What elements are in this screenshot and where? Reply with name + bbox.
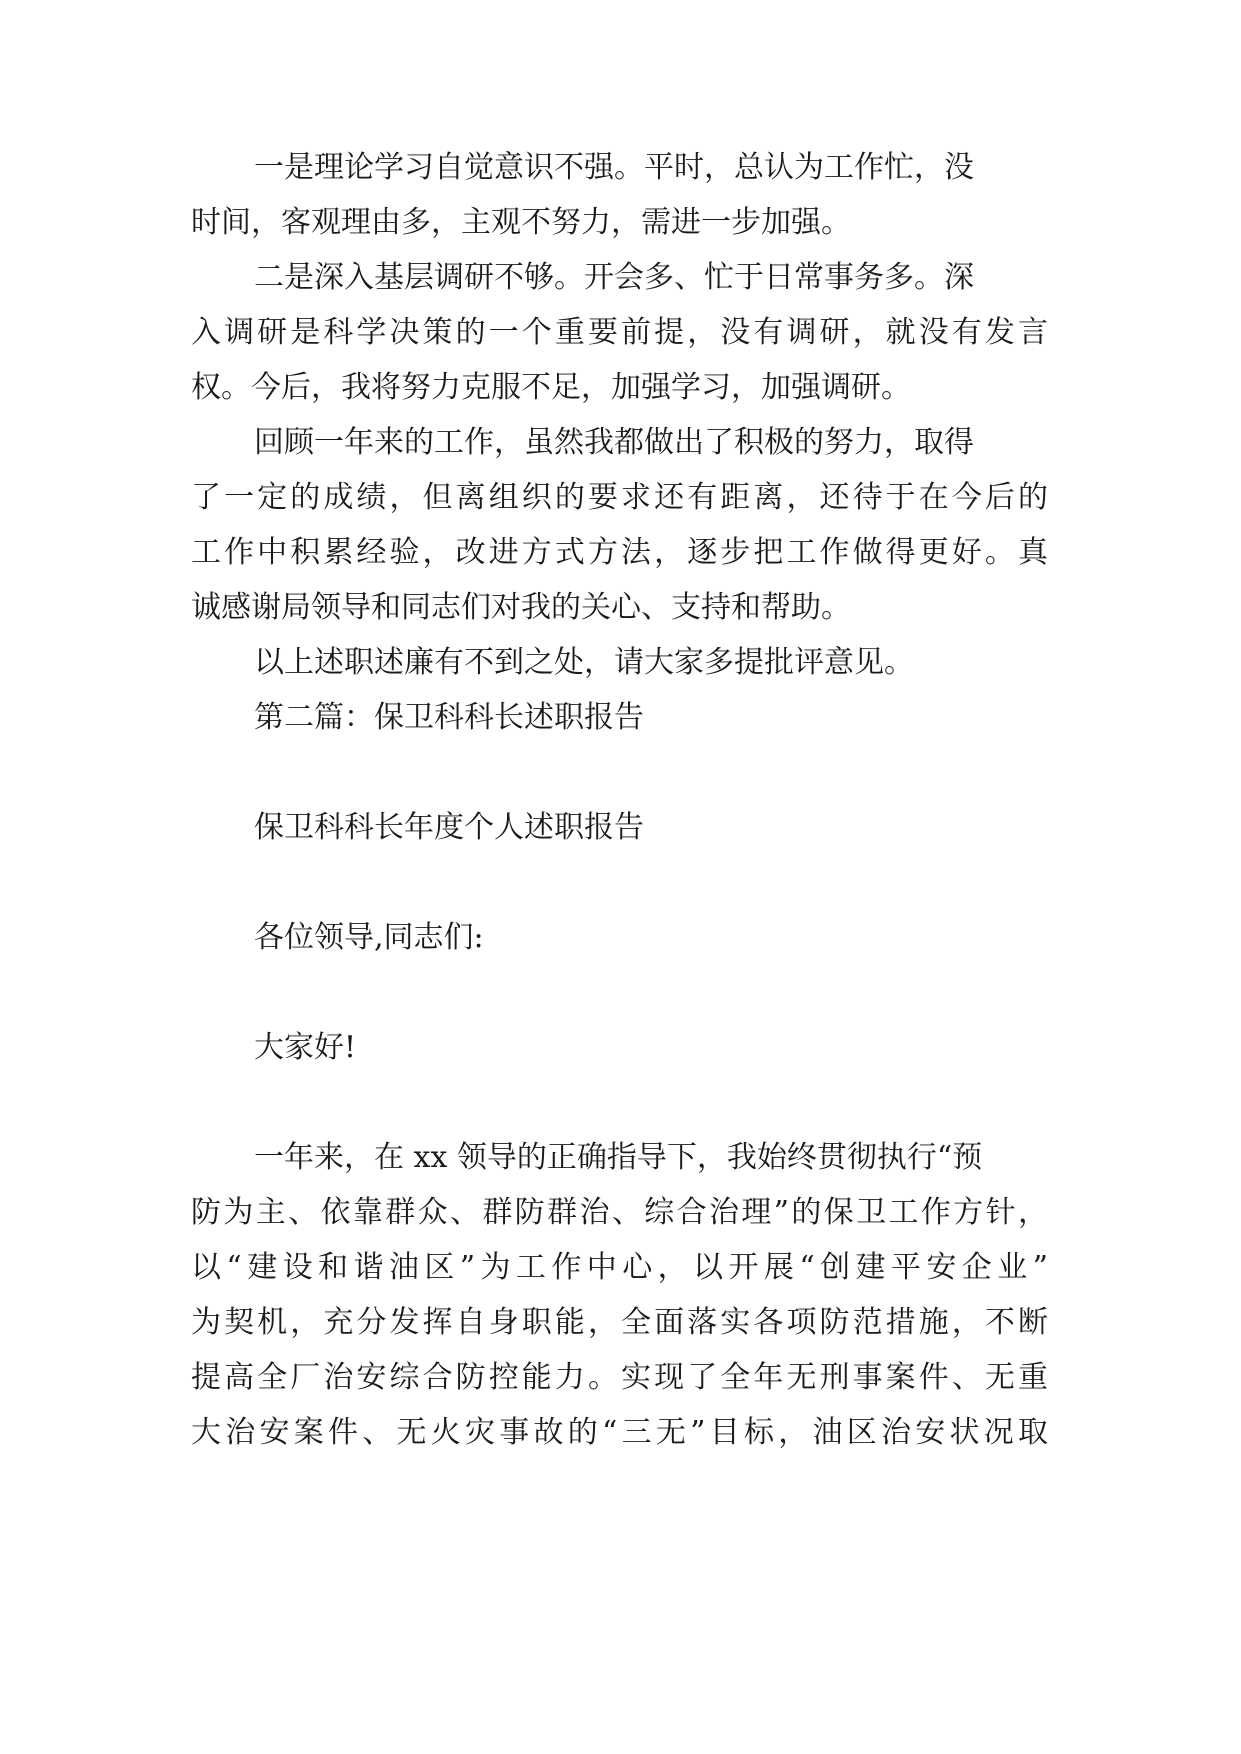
paragraph-2-line-1: 二是深入基层调研不够。开会多、忙于日常事务多。深 — [254, 260, 974, 295]
paragraph-3-line-3: 工作中积累经验，改进方式方法，逐步把工作做得更好。真 — [191, 535, 1048, 570]
salutation: 各位领导,同志们: — [254, 920, 484, 955]
paragraph-2-line-3: 权。今后，我将努力克服不足，加强学习，加强调研。 — [191, 370, 911, 405]
paragraph-5-line-6: 大治安案件、无火灾事故的“三无”目标，油区治安状况取 — [191, 1415, 1048, 1450]
greeting: 大家好! — [254, 1030, 357, 1065]
paragraph-3-line-4: 诚感谢局领导和同志们对我的关心、支持和帮助。 — [191, 590, 851, 625]
paragraph-5-line-2: 防为主、依靠群众、群防群治、综合治理”的保卫工作方针， — [191, 1195, 1048, 1230]
paragraph-5-line-1: 一年来，在 xx 领导的正确指导下，我始终贯彻执行“预 — [254, 1140, 983, 1175]
paragraph-1-line-2: 时间，客观理由多，主观不努力，需进一步加强。 — [191, 205, 851, 240]
paragraph-4: 以上述职述廉有不到之处，请大家多提批评意见。 — [254, 645, 914, 680]
report-title: 保卫科科长年度个人述职报告 — [254, 810, 644, 845]
paragraph-5-line-3: 以“建设和谐油区”为工作中心，以开展“创建平安企业” — [191, 1250, 1048, 1285]
section-heading: 第二篇：保卫科科长述职报告 — [254, 700, 644, 735]
paragraph-5-line-5: 提高全厂治安综合防控能力。实现了全年无刑事案件、无重 — [191, 1360, 1048, 1395]
paragraph-1-line-1: 一是理论学习自觉意识不强。平时，总认为工作忙，没 — [254, 150, 974, 185]
paragraph-3-line-2: 了一定的成绩，但离组织的要求还有距离，还待于在今后的 — [191, 480, 1048, 515]
paragraph-5-line-4: 为契机，充分发挥自身职能，全面落实各项防范措施，不断 — [191, 1305, 1048, 1340]
paragraph-3-line-1: 回顾一年来的工作，虽然我都做出了积极的努力，取得 — [254, 425, 974, 460]
paragraph-2-line-2: 入调研是科学决策的一个重要前提，没有调研，就没有发言 — [191, 315, 1048, 350]
